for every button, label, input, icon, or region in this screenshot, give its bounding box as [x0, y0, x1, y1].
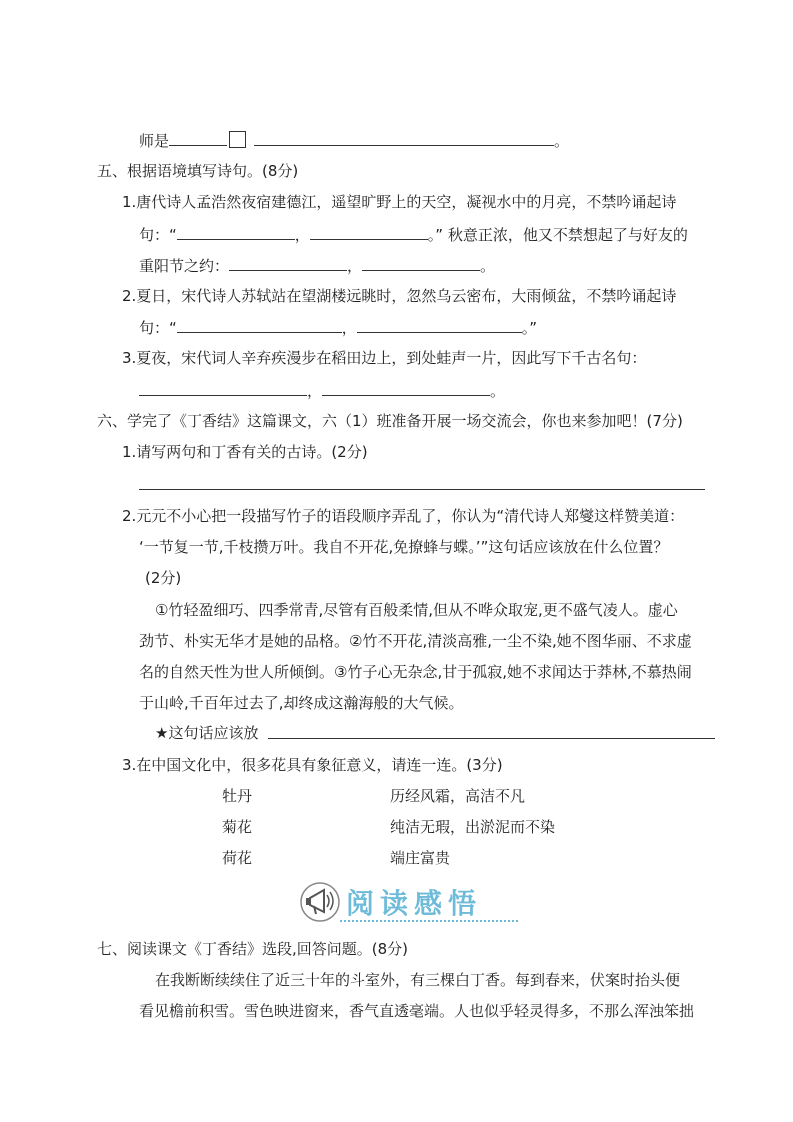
answer-blank[interactable] [254, 129, 554, 146]
answer-box[interactable] [229, 131, 246, 148]
flower-item[interactable]: 牡丹 [222, 787, 253, 805]
answer-blank[interactable] [229, 254, 347, 271]
meaning-item[interactable]: 历经风霜，高洁不凡 [390, 787, 526, 805]
meaning-item[interactable]: 纯洁无瑕，出淤泥而不染 [390, 818, 556, 836]
passage-line: 名的自然天性为世人所倾倒。③竹子心无杂念,甘于孤寂,她不求闻达于莽林,不慕热闹 [139, 663, 692, 681]
answer-line[interactable] [139, 489, 705, 490]
q5-1-text: 1.唐代诗人孟浩然夜宿建德江，遥望旷野上的天空，凝视水中的月亮，不禁吟诵起诗 [122, 193, 677, 211]
reading-banner [296, 878, 518, 926]
meaning-item[interactable]: 端庄富贵 [390, 849, 451, 867]
q6-2-line2: ‘一节复一节,千枝攒万叶。我自不开花,免撩蜂与蝶。’”这句话应该放在什么位置？ [139, 538, 669, 556]
flower-item[interactable]: 菊花 [222, 818, 253, 836]
q5-2-line2: 句：“ ， 。” [139, 316, 537, 339]
q6-2-score: (2分) [145, 569, 182, 587]
q5-3-text: 3.夏夜，宋代词人辛弃疾漫步在稻田边上，到处蛙声一片，因此写下千古名句： [122, 349, 647, 367]
q6-1-text: 1.请写两句和丁香有关的古诗。(2分) [122, 443, 368, 461]
megaphone-icon [298, 880, 342, 924]
answer-blank[interactable] [139, 379, 307, 396]
q5-2-text: 2.夏日，宋代诗人苏轼站在望湖楼远眺时，忽然乌云密布，大雨倾盆，不禁吟诵起诗 [122, 287, 677, 305]
banner-underline [340, 920, 518, 922]
q6-3-text: 3.在中国文化中，很多花具有象征意义，请连一连。(3分) [122, 756, 503, 774]
q5-1-line3: 重阳节之约： ， 。 [139, 254, 495, 277]
q5-1-line2: 句：“ ， 。” 秋意正浓，他又不禁想起了与好友的 [139, 223, 688, 246]
answer-blank[interactable] [177, 316, 342, 333]
passage-line: 在我断断续续住了近三十年的斗室外，有三棵白丁香。每到春来，伏案时抬头便 [155, 971, 681, 989]
answer-blank[interactable] [177, 223, 295, 240]
answer-blank[interactable] [357, 316, 522, 333]
banner-title: 阅读感悟 [346, 887, 483, 920]
section-5-heading: 五、根据语境填写诗句。(8分) [97, 162, 299, 180]
star-prompt: ★这句话应该放 [155, 724, 259, 742]
section-7-heading: 七、阅读课文《丁香结》选段,回答问题。(8分) [97, 940, 409, 958]
answer-blank[interactable] [169, 129, 227, 146]
q4-tail-text: 师是 [139, 132, 170, 150]
answer-blank[interactable] [322, 379, 490, 396]
answer-blank[interactable] [310, 223, 428, 240]
passage-line: 于山岭,千百年过去了,却终成这瀚海般的大气候。 [139, 694, 464, 712]
section-6-heading: 六、学完了《丁香结》这篇课文，六（1）班准备开展一场交流会，你也来参加吧！(7分) [97, 412, 683, 430]
passage-line: ①竹轻盈细巧、四季常青,尽管有百般柔情,但从不哗众取宠,更不盛气凌人。虚心 [155, 601, 678, 619]
passage-line: 劲节、朴实无华才是她的品格。②竹不开花,清淡高雅,一尘不染,她不图华丽、不求虚 [139, 632, 692, 650]
q5-3-line2: ， 。 [139, 379, 505, 402]
q6-2-text: 2.元元不小心把一段描写竹子的语段顺序弄乱了，你认为“清代诗人郑燮这样赞美道： [122, 507, 685, 525]
answer-blank[interactable] [362, 254, 480, 271]
flower-item[interactable]: 荷花 [222, 849, 253, 867]
q4-tail-line: 师是 。 [139, 129, 569, 152]
passage-line: 看见檐前积雪。雪色映进窗来，香气直透毫端。人也似乎轻灵得多，不那么浑浊笨拙 [139, 1002, 695, 1020]
answer-line[interactable] [268, 738, 715, 739]
